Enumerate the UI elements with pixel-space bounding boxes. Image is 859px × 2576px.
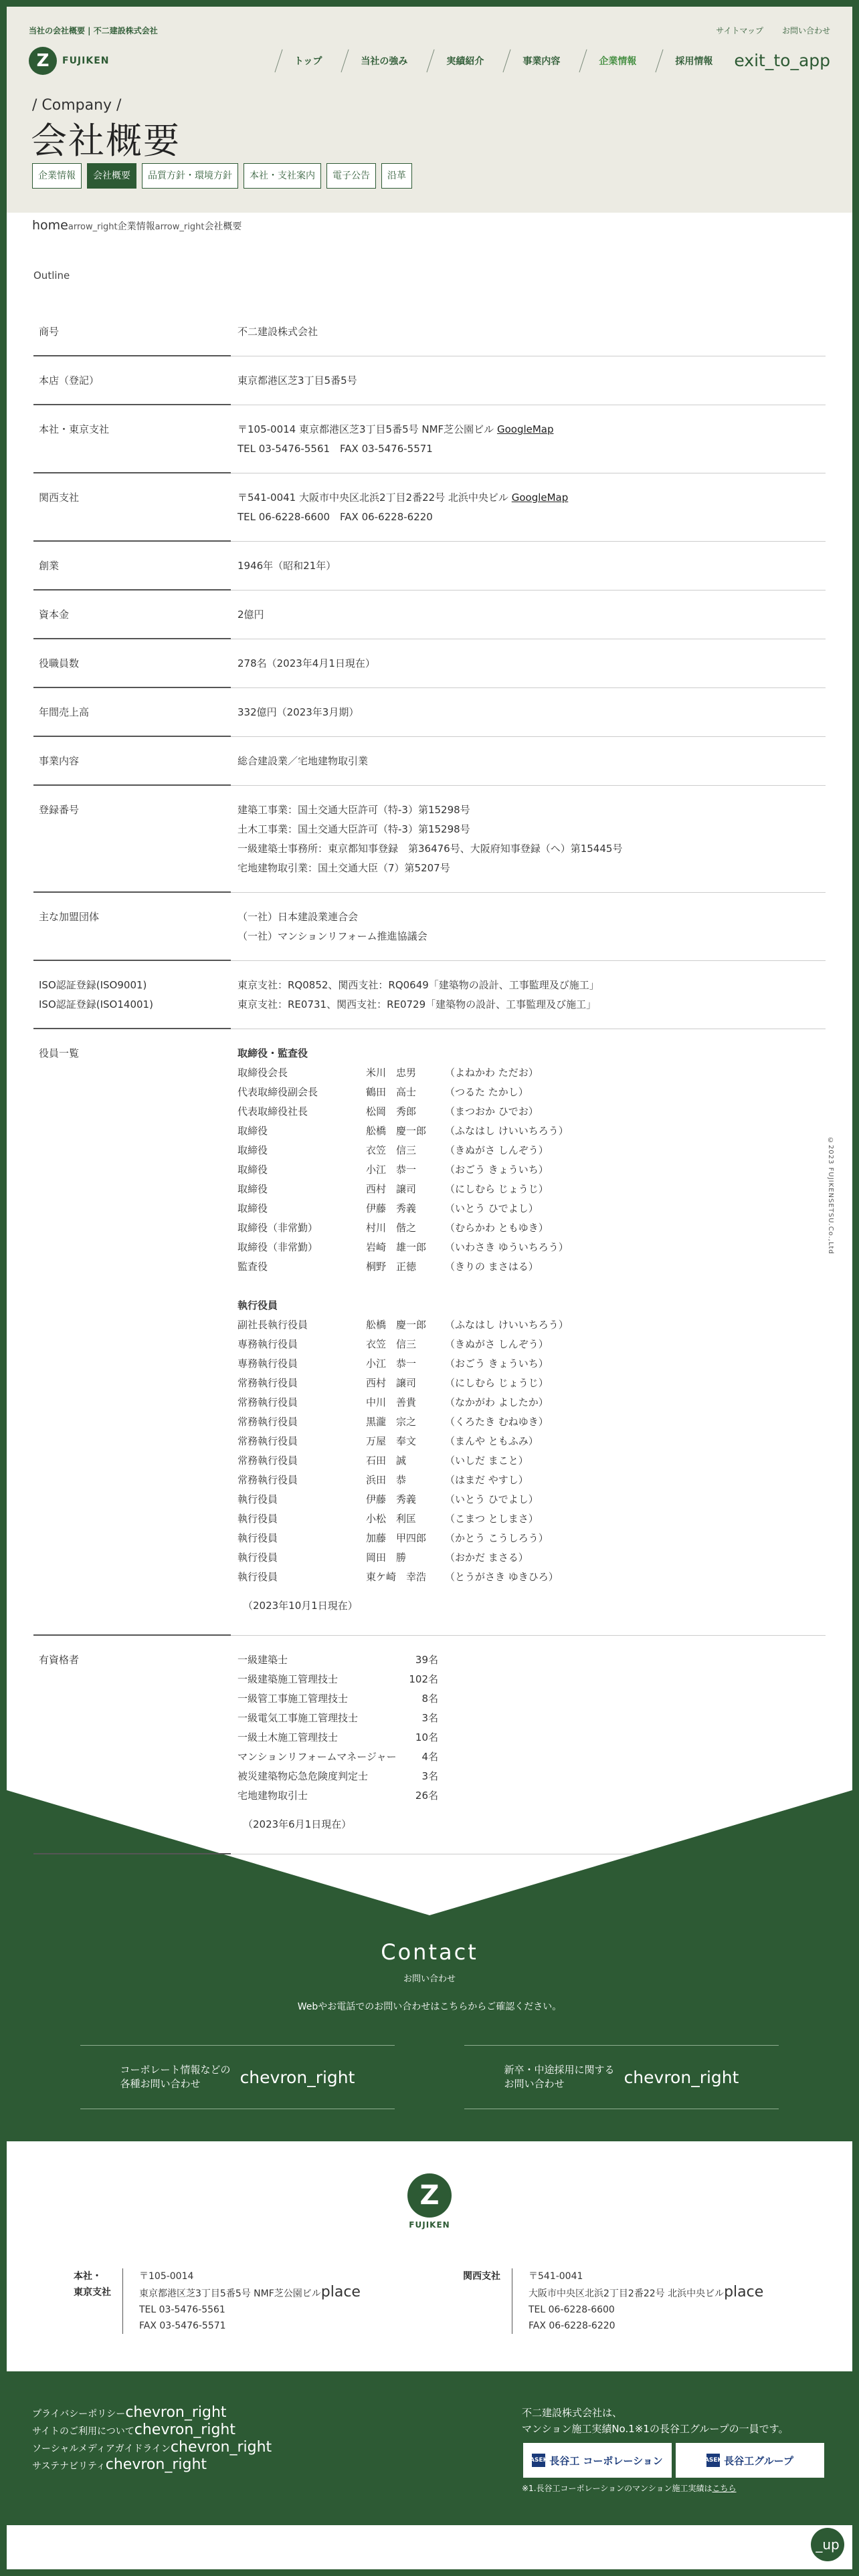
footer-link-social[interactable]: [32, 2440, 272, 2457]
copyright: ©2023 FUJIKENSETSU.Co.,Ltd: [827, 1137, 834, 1255]
officer-role: 代表取締役社長: [237, 1105, 308, 1117]
office-label: 本社・: [74, 2271, 102, 2282]
fax: FAX 03-5476-5571: [139, 2321, 226, 2331]
nav-business[interactable]: 事業内容: [498, 54, 575, 68]
officer-row: [237, 1180, 826, 1199]
officer-role: 取締役（非常勤）: [237, 1222, 318, 1234]
footer-link-list: [32, 2405, 272, 2474]
officer-reading: （つるた たかし）: [445, 1086, 529, 1098]
haseko-logo-icon: HASEKO: [532, 2454, 545, 2467]
officer-reading: （こまつ としまさ）: [445, 1513, 539, 1525]
subnav-offices[interactable]: 本社・支社案内: [244, 163, 321, 189]
table-row: [33, 737, 826, 786]
officer-row: [237, 1432, 826, 1451]
group-line: マンション施工実績No.1※1の長谷工グループの一員です。: [522, 2423, 789, 2435]
license-row: [237, 1728, 826, 1747]
chevron-right-icon: chevron_right: [170, 2439, 272, 2456]
footer-link-privacy[interactable]: [32, 2405, 272, 2422]
footer-logo[interactable]: [401, 2173, 458, 2230]
exit-to-app-icon[interactable]: exit_to_app: [734, 51, 830, 70]
officer-role: 執行役員: [237, 1571, 278, 1583]
footnote-link[interactable]: こちら: [712, 2484, 737, 2493]
officer-reading: （にしむら じょうじ）: [445, 1183, 549, 1195]
officer-role: 常務執行役員: [237, 1474, 298, 1486]
license-holder-list: [237, 1650, 826, 1806]
officer-role: 執行役員: [237, 1551, 278, 1564]
license-count: 8名: [421, 1693, 438, 1705]
place-icon[interactable]: place: [724, 2284, 764, 2300]
corporate-contact-button[interactable]: [80, 2045, 395, 2109]
officer-name: 中川 善貴: [366, 1396, 417, 1408]
row-value: 278名（2023年4月1日現在）: [237, 657, 375, 669]
officer-role: 監査役: [237, 1261, 268, 1273]
officer-row: [237, 1121, 826, 1141]
nav-top[interactable]: トップ: [270, 54, 337, 68]
officer-role: 取締役: [237, 1125, 268, 1137]
officer-list: [237, 1315, 826, 1587]
officer-name: 岩崎 雄一郎: [366, 1241, 427, 1253]
officer-name: 黒瀧 宗之: [366, 1416, 417, 1428]
banner-label: 長谷工 コーポレーション: [549, 2454, 663, 2467]
officer-reading: （まんや ともふみ）: [445, 1435, 539, 1447]
officer-row: [237, 1257, 826, 1277]
table-row: [33, 639, 826, 688]
table-row: [33, 1029, 826, 1636]
license-line: 宅地建物取引業：国土交通大臣（7）第5207号: [237, 862, 450, 874]
place-icon[interactable]: place: [320, 2284, 361, 2300]
association-line: （一社）マンションリフォーム推進協議会: [237, 930, 427, 942]
officer-role: 取締役: [237, 1202, 268, 1214]
arrow-right-icon: arrow_right: [68, 222, 118, 232]
button-label: 新卒・中途採用に関する: [504, 2064, 615, 2076]
row-label: ISO認証登録(ISO9001): [39, 979, 147, 991]
officer-role: 専務執行役員: [237, 1338, 298, 1350]
table-row: [33, 591, 826, 639]
officer-row: [237, 1412, 826, 1432]
license-count: 4名: [421, 1751, 438, 1763]
officer-reading: （おかだ まさる）: [445, 1551, 529, 1564]
officer-role: 常務執行役員: [237, 1435, 298, 1447]
contact-subtitle: お問い合わせ: [403, 1974, 456, 1984]
officer-reading: （まつおか ひでお）: [445, 1105, 539, 1117]
row-label: 有資格者: [39, 1654, 80, 1666]
footnote: [522, 2482, 737, 2494]
officer-name: 石田 誠: [366, 1455, 407, 1467]
chevron-right-icon: chevron_right: [240, 2067, 355, 2087]
officer-reading: （いとう ひでよし）: [445, 1493, 539, 1505]
officer-reading: （おごう きょういち）: [445, 1358, 549, 1370]
officer-reading: （とうがさき ゆきひろ）: [445, 1571, 559, 1583]
sub-nav: [32, 163, 412, 189]
breadcrumb-home[interactable]: home: [32, 218, 68, 233]
subnav-company-info[interactable]: 企業情報: [32, 163, 82, 189]
table-row: [33, 308, 826, 356]
officer-role: 常務執行役員: [237, 1455, 298, 1467]
tel-fax: TEL 06-6228-6600 FAX 06-6228-6220: [237, 511, 433, 523]
logo-text: FUJIKEN: [409, 2220, 450, 2230]
officer-group-heading: 取締役・監査役: [237, 1047, 308, 1059]
table-row: [33, 405, 826, 473]
officer-role: 取締役会長: [237, 1067, 288, 1079]
row-label: 年間売上高: [39, 706, 90, 718]
footer-bottom: [7, 2525, 852, 2569]
row-label: 役職員数: [39, 657, 80, 669]
officer-reading: （ふなはし けいいちろう）: [445, 1125, 569, 1137]
global-nav: [270, 51, 830, 70]
officer-name: 万屋 奉文: [366, 1435, 417, 1447]
section-label: Outline: [33, 270, 70, 282]
googlemap-link[interactable]: GoogleMap: [511, 492, 569, 504]
contact-title: Contact: [381, 1939, 478, 1965]
haseko-corporation-banner[interactable]: [523, 2443, 672, 2478]
arrow-right-icon: arrow_right: [155, 222, 205, 232]
subnav-policy[interactable]: 品質方針・環境方針: [142, 163, 238, 189]
row-value: 不二建設株式会社: [237, 326, 318, 338]
subnav-history[interactable]: 沿革: [381, 163, 412, 189]
license-line: 土木工事業：国土交通大臣許可（特-3）第15298号: [237, 823, 470, 835]
officer-role: 取締役: [237, 1164, 268, 1176]
nav-strength[interactable]: 当社の強み: [337, 54, 422, 68]
chevron-right-icon: chevron_right: [125, 2404, 227, 2421]
row-value: 東京都港区芝3丁目5番5号: [237, 374, 357, 387]
officer-name: 衣笠 信三: [366, 1144, 417, 1156]
button-label: コーポレート情報などの: [120, 2064, 231, 2076]
link-label: プライバシーポリシー: [32, 2409, 126, 2420]
officer-row: [237, 1529, 826, 1548]
officer-reading: （くろたき むねゆき）: [445, 1416, 549, 1428]
officer-reading: （はまだ やすし）: [445, 1474, 529, 1486]
officer-role: 副社長執行役員: [237, 1319, 308, 1331]
row-label: 登録番号: [39, 804, 80, 816]
officer-reading: （いわさき ゆういちろう）: [445, 1241, 569, 1253]
group-text: [522, 2405, 789, 2437]
banner-label: 長谷工グループ: [724, 2454, 793, 2467]
table-row: [33, 688, 826, 737]
license-count: 26名: [415, 1790, 438, 1802]
row-label: 創業: [39, 560, 60, 572]
license-row: [237, 1709, 826, 1728]
link-label: ソーシャルメディアガイドライン: [32, 2444, 171, 2454]
officer-name: 伊藤 秀義: [366, 1202, 417, 1214]
nav-works[interactable]: 実績紹介: [422, 54, 498, 68]
officer-reading: （にしむら じょうじ）: [445, 1377, 549, 1389]
officer-reading: （おごう きょういち）: [445, 1164, 549, 1176]
link-label: サイトのご利用について: [32, 2426, 134, 2437]
table-row: [33, 542, 826, 591]
officer-role: 代表取締役副会長: [237, 1086, 318, 1098]
address: 〒541-0041 大阪市中央区北浜2丁目2番22号 北浜中央ビル: [237, 492, 508, 504]
logo-mark-icon: Z: [407, 2173, 452, 2218]
row-label: 本社・東京支社: [39, 423, 110, 435]
officer-row: [237, 1083, 826, 1102]
officer-row: [237, 1218, 826, 1238]
row-value: 332億円（2023年3月期）: [237, 706, 359, 718]
button-label: 各種お問い合わせ: [120, 2078, 201, 2090]
license-count: 3名: [421, 1770, 438, 1782]
officer-reading: （よねかわ ただお）: [445, 1067, 539, 1079]
row-label: 資本金: [39, 609, 70, 621]
as-of-date: （2023年6月1日現在）: [243, 1818, 352, 1830]
officer-row: [237, 1471, 826, 1490]
officer-reading: （いしだ まこと）: [445, 1455, 529, 1467]
officer-name: 伊藤 秀義: [366, 1493, 417, 1505]
footer-link-terms[interactable]: [32, 2422, 272, 2440]
tel-fax: TEL 03-5476-5561 FAX 03-5476-5571: [237, 443, 433, 455]
officer-row: [237, 1509, 826, 1529]
contact-description: Webやお電話でのお問い合わせはこちらからご確認ください。: [297, 2002, 562, 2012]
row-label: 本店（登記）: [39, 374, 100, 387]
fax: FAX 06-6228-6220: [529, 2321, 615, 2331]
recruit-contact-button[interactable]: [464, 2045, 779, 2109]
zip: 〒541-0041: [529, 2271, 583, 2282]
address: 大阪市中央区北浜2丁目2番22号 北浜中央ビル: [529, 2288, 725, 2299]
license-line: 建築工事業：国土交通大臣許可（特-3）第15298号: [237, 804, 470, 816]
officer-name: 舩橋 慶一郎: [366, 1125, 427, 1137]
officer-row: [237, 1315, 826, 1335]
row-label: ISO認証登録(ISO14001): [39, 998, 153, 1010]
license-line: 一級建築士事務所：東京都知事登録 第36476号、大阪府知事登録（ヘ）第15445号: [237, 843, 623, 855]
utility-nav: [716, 25, 830, 36]
office-label: 東京支社: [74, 2287, 111, 2298]
license-row: [237, 1689, 826, 1709]
officer-row: [237, 1374, 826, 1393]
group-line: 不二建設株式会社は、: [522, 2407, 623, 2419]
officer-row: [237, 1335, 826, 1354]
googlemap-link[interactable]: GoogleMap: [496, 423, 554, 435]
row-label: 関西支社: [39, 492, 80, 504]
officer-row: [237, 1393, 826, 1412]
license-name: 被災建築物応急危険度判定士: [237, 1770, 369, 1782]
license-row: [237, 1767, 826, 1786]
officer-group-heading: 執行役員: [237, 1299, 278, 1311]
tel: TEL 06-6228-6600: [529, 2304, 615, 2315]
license-name: 一級建築士: [237, 1654, 288, 1666]
row-value: 1946年（昭和21年）: [237, 560, 337, 572]
officer-role: 執行役員: [237, 1493, 278, 1505]
address: 〒105-0014 東京都港区芝3丁目5番5号 NMF芝公園ビル: [237, 423, 494, 435]
back-to-top-button[interactable]: _up: [811, 2528, 844, 2561]
license-row: [237, 1670, 826, 1689]
officer-row: [237, 1199, 826, 1218]
subnav-outline[interactable]: 会社概要: [87, 163, 136, 189]
officer-list: [237, 1063, 826, 1277]
table-row: [33, 473, 826, 542]
row-label: 主な加盟団体: [39, 911, 100, 923]
office-tokyo: [74, 2268, 361, 2334]
nav-recruit[interactable]: 採用情報: [651, 54, 727, 68]
page-title: 会社概要: [31, 120, 181, 162]
license-row: [237, 1747, 826, 1767]
officer-name: 桐野 正徳: [366, 1261, 417, 1273]
row-label: 役員一覧: [39, 1047, 80, 1059]
nav-company[interactable]: 企業情報: [575, 54, 651, 68]
officer-role: 執行役員: [237, 1513, 278, 1525]
officer-row: [237, 1063, 826, 1083]
license-name: 一級建築施工管理技士: [237, 1673, 339, 1685]
officer-reading: （きぬがさ しんぞう）: [445, 1144, 549, 1156]
officer-role: 常務執行役員: [237, 1396, 298, 1408]
license-name: 宅地建物取引士: [237, 1790, 308, 1802]
chevron-right-icon: chevron_right: [134, 2422, 235, 2438]
officer-reading: （きりの まさはる）: [445, 1261, 539, 1273]
officer-role: 取締役（非常勤）: [237, 1241, 318, 1253]
officer-name: 小松 利匡: [366, 1513, 417, 1525]
officer-name: 小江 恭一: [366, 1164, 417, 1176]
license-row: [237, 1650, 826, 1670]
license-name: マンションリフォームマネージャー: [237, 1751, 397, 1763]
iso-line: 東京支社：RQ0852、関西支社：RQ0649「建築物の設計、工事監理及び施工」: [237, 979, 599, 991]
table-row: [33, 1636, 826, 1854]
officer-role: 取締役: [237, 1183, 268, 1195]
chevron-right-icon: chevron_right: [105, 2456, 207, 2473]
breadcrumb-current: 会社概要: [204, 221, 242, 232]
officer-row: [237, 1141, 826, 1160]
logo-text: FUJIKEN: [62, 56, 110, 66]
haseko-group-banner[interactable]: [676, 2443, 824, 2478]
table-row: [33, 356, 826, 405]
license-count: 102名: [409, 1673, 438, 1685]
office-kansai: [463, 2268, 763, 2334]
officer-row: [237, 1568, 826, 1587]
officer-role: 常務執行役員: [237, 1377, 298, 1389]
license-name: 一級管工事施工管理技士: [237, 1693, 349, 1705]
site-name: 当社の会社概要 | 不二建設株式会社: [29, 26, 158, 35]
footer-link-sustainability[interactable]: [32, 2457, 272, 2474]
officer-row: [237, 1102, 826, 1121]
officer-reading: （きぬがさ しんぞう）: [445, 1338, 549, 1350]
officer-role: 常務執行役員: [237, 1416, 298, 1428]
office-label: 関西支社: [463, 2268, 512, 2334]
officer-row: [237, 1354, 826, 1374]
officer-name: 東ケ崎 幸浩: [366, 1571, 427, 1583]
link-label: サステナビリティ: [32, 2461, 106, 2472]
footnote-text: ※1.長谷工コーポレーションのマンション施工実績は: [522, 2484, 712, 2493]
iso-line: 東京支社：RE0731、関西支社：RE0729「建築物の設計、工事監理及び施工」: [237, 998, 597, 1010]
officer-name: 松岡 秀郎: [366, 1105, 417, 1117]
breadcrumb: [32, 218, 242, 233]
license-name: 一級土木施工管理技士: [237, 1731, 339, 1743]
as-of-date: （2023年10月1日現在）: [243, 1600, 358, 1612]
chevron-right-icon: chevron_right: [624, 2067, 739, 2087]
officer-row: [237, 1238, 826, 1257]
officer-name: 加藤 甲四郎: [366, 1532, 427, 1544]
officer-reading: （いとう ひでよし）: [445, 1202, 539, 1214]
logo[interactable]: [29, 47, 109, 75]
officer-name: 西村 譲司: [366, 1377, 417, 1389]
breadcrumb-company[interactable]: 企業情報: [117, 221, 155, 232]
officer-name: 衣笠 信三: [366, 1338, 417, 1350]
license-row: [237, 1786, 826, 1806]
haseko-logo-icon: HASEKO: [706, 2454, 720, 2467]
officer-reading: （かとう こうしろう）: [445, 1532, 549, 1544]
contact-link[interactable]: お問い合わせ: [781, 26, 830, 35]
table-row: [33, 893, 826, 961]
company-outline-table: [33, 308, 826, 1854]
page-title-en: / Company /: [32, 97, 122, 114]
officer-reading: （ふなはし けいいちろう）: [445, 1319, 569, 1331]
officer-reading: （なかがわ よしたか）: [445, 1396, 549, 1408]
officer-name: 小江 恭一: [366, 1358, 417, 1370]
logo-mark-icon: Z: [29, 47, 57, 75]
zip: 〒105-0014: [139, 2271, 194, 2282]
officer-row: [237, 1490, 826, 1509]
officer-name: 西村 譲司: [366, 1183, 417, 1195]
license-name: 一級電気工事施工管理技士: [237, 1712, 359, 1724]
association-line: （一社）日本建設業連合会: [237, 911, 359, 923]
table-row: [33, 961, 826, 1029]
sitemap-link[interactable]: サイトマップ: [716, 26, 763, 35]
button-label: お問い合わせ: [504, 2078, 565, 2090]
officer-row: [237, 1160, 826, 1180]
subnav-notice[interactable]: 電子公告: [326, 163, 376, 189]
officer-reading: （むらかわ ともゆき）: [445, 1222, 549, 1234]
officer-name: 村川 偕之: [366, 1222, 417, 1234]
officer-row: [237, 1548, 826, 1568]
license-count: 10名: [415, 1731, 438, 1743]
row-value: 総合建設業／宅地建物取引業: [237, 755, 369, 767]
officer-name: 岡田 勝: [366, 1551, 407, 1564]
address: 東京都港区芝3丁目5番5号 NMF芝公園ビル: [139, 2288, 321, 2299]
table-row: [33, 786, 826, 893]
officer-role: 専務執行役員: [237, 1358, 298, 1370]
officer-name: 浜田 恭: [366, 1474, 407, 1486]
license-count: 3名: [421, 1712, 438, 1724]
officer-name: 鶴田 高士: [366, 1086, 417, 1098]
header: [0, 0, 859, 213]
tel: TEL 03-5476-5561: [139, 2304, 225, 2315]
license-count: 39名: [415, 1654, 438, 1666]
officer-name: 米川 忠男: [366, 1067, 417, 1079]
officer-row: [237, 1451, 826, 1471]
officer-role: 執行役員: [237, 1532, 278, 1544]
officer-name: 舩橋 慶一郎: [366, 1319, 427, 1331]
row-label: 商号: [39, 326, 60, 338]
row-label: 事業内容: [39, 755, 80, 767]
row-value: 2億円: [237, 609, 264, 621]
officer-role: 取締役: [237, 1144, 268, 1156]
